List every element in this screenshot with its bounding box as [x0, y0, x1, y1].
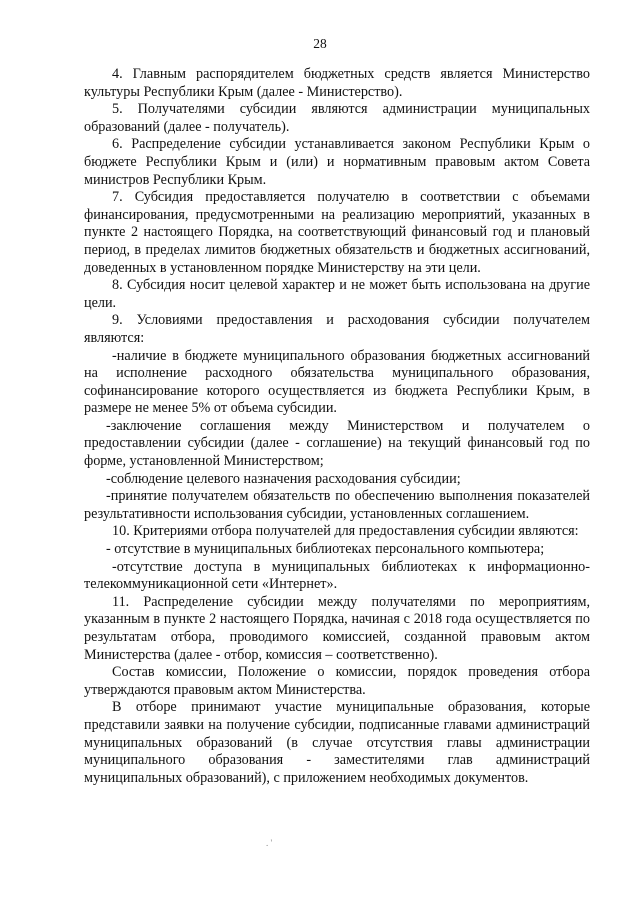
paragraph-6: 6. Распределение субсидии устанавливается законом Республики Крым о бюджете Республики Крым и (или) и нормативным правовым актом Совета министров Республики Крым.: [84, 136, 590, 188]
paragraph-7: 7. Субсидия предоставляется получателю в соответствии с объемами финансирования, предусмотренными на реализацию мероприятий, указанных в пункте 2 настоящего Порядка, на соответствующий финансовый год и плановый период, в пределах лимитов бюджетных обязательств и бюджетных ассигнований, доведенных в установленном порядке Министерству на эти цели.: [84, 189, 590, 276]
paragraph-4: 4. Главным распорядителем бюджетных средств является Министерство культуры Республики Крым (далее - Министерство).: [84, 66, 590, 100]
page-number: 28: [313, 36, 327, 51]
paragraph-8: 8. Субсидия носит целевой характер и не может быть использована на другие цели.: [84, 277, 590, 311]
paragraph-5: 5. Получателями субсидии являются администрации муниципальных образований (далее - получатель).: [84, 101, 590, 135]
condition-budget: -наличие в бюджете муниципального образования бюджетных ассигнований на исполнение расходного обязательства муниципального образования, софинансирование которого осуществляется из бюджета Республики Крым, в размере не менее 5% от объема субсидии.: [84, 347, 590, 417]
scan-artifact-mark: . ': [266, 838, 273, 848]
condition-obligations: -принятие получателем обязательств по обеспечению выполнения показателей результативности использования субсидии, установленных соглашением.: [84, 488, 590, 522]
condition-target-use: -соблюдение целевого назначения расходования субсидии;: [106, 470, 461, 487]
paragraph-9: 9. Условиями предоставления и расходования субсидии получателем являются:: [84, 312, 590, 346]
paragraph-11: 11. Распределение субсидии между получателями по мероприятиям, указанным в пункте 2 настоящего Порядка, начиная с 2018 года осуществляется по результатам отбора, проводимого комиссией, созданной правовым актом Министерства (далее - отбор, комиссия – соответственно).: [84, 593, 590, 663]
document-body: [84, 66, 590, 787]
condition-agreement: -заключение соглашения между Министерством и получателем о предоставлении субсидии (далее - соглашение) на текущий финансовый год по форме, установленной Министерством;: [84, 417, 590, 470]
commission-paragraph: Состав комиссии, Положение о комиссии, порядок проведения отбора утверждаются правовым актом Министерства.: [84, 664, 590, 698]
paragraph-10: 10. Критериями отбора получателей для предоставления субсидии являются:: [112, 523, 579, 540]
selection-participants-paragraph: В отборе принимают участие муниципальные образования, которые представили заявки на получение субсидии, подписанные главами администраций муниципальных образований (в случае отсутствия главы администрации муниципального образования - заместителями глав администраций муниципальных образований), с приложением необходимых документов.: [84, 699, 590, 786]
criterion-no-internet: -отсутствие доступа в муниципальных библиотеках к информационно-телекоммуникационной сети «Интернет».: [84, 558, 590, 593]
criterion-no-computer: - отсутствие в муниципальных библиотеках персонального компьютера;: [106, 541, 545, 558]
